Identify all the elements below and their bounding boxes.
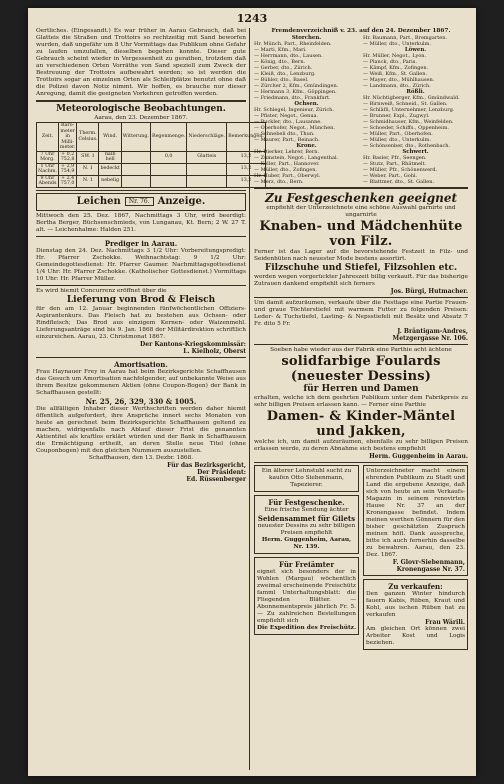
- guest-entry: — Maurer, Part., Reinach.: [254, 137, 320, 143]
- guest-entry: — Landmann, dto., Zürich.: [363, 83, 431, 89]
- guest-entry: — Stutz, Part., Rhätmelt.: [363, 161, 427, 167]
- fest-gifts-intro: empfiehlt der Unterzeichnete eine schöne Auswahl garnirte und ungarnirte: [266, 205, 456, 218]
- guest-entry: — Friedmann, dto., Frankfurt.: [254, 95, 331, 101]
- guest-entry: — Birnweiß, Schneid., St. Gallen.: [363, 101, 448, 107]
- weather-row: [37, 151, 266, 163]
- guest-entry: Hr. Münch, Part., Rheinfelden.: [254, 41, 332, 47]
- amortisation-text: Frau Haynauer Frey in Aarau hat beim Bezirksgerichte Schaffhausen das Gesuch um Amortisation nachfolgender, auf unbekannte Weise aus ihrem Besitze gekommenen Aktien (ohne Coupon-Bogen) der Bank in Schaffhausen gestellt:: [36, 368, 246, 396]
- guest-list-right: [363, 35, 468, 185]
- funeral-notice-header: [36, 193, 246, 211]
- velvet-text-1: Eine frische Sendung ächter: [264, 507, 349, 513]
- funeral-text: Mittwoch den 25. Dez. 1867, Nachmittags 3 Uhr, wird beerdigt: Bertha Berger, Büchsenschmieds, von Lunganau, Kt. Bern; 2 W. 27 T. alt. — Leichenhalme: Halden 251.: [36, 212, 246, 233]
- for-sale-ad: [363, 579, 468, 650]
- weather-cell: 13,2: [227, 163, 266, 175]
- weather-cell: N. 1: [77, 163, 99, 175]
- for-sale-text: Den ganzen Winter hindurch fauern Kabis, Rüben, Kraut und Kohl, aus ischen Rüben hat zu verkaufen: [366, 591, 465, 618]
- amortisation-sig-2: Der Präsident:: [197, 468, 246, 476]
- guest-entry: — Müller, dto., Unterkulm.: [363, 137, 431, 143]
- rule: [254, 462, 468, 463]
- weather-header: Witterung.: [121, 123, 150, 152]
- local-news: Oertliches. (Eingesandt.) Es war früher in Aarau Gebrauch, daß bei Glatteis die Straßen und Trottoirs so rechtzeitig mit Sand beworfen wurden, daß ungefähr um 8 Uhr Vormittags das Publikum ohne Gefahr zu laufen umzufallen, dieselben begehen konnte. Dieser gute Gebrauch scheint wieder in Vergessenheit zu gerathen, trotzdem daß an verschiedenen Orten Vorräthe von Sand speziell zum Zweck der Bestreuung der Trottoirs aufbewahrt werden; so ist werden die Trottoirs sogar an einzelnen Orten als Schleifplätze benutzt ohne daß die Polizei davon Notiz nimmt. Wir hoffen, es brauche nur dieser Anregung, damit die geeigneten Vorkehren getroffen werden.: [36, 28, 246, 97]
- hotel-heading: Rößli.: [406, 89, 425, 95]
- amortisation-sig-3: Ed. Rüssenberger: [186, 475, 246, 483]
- coats-headline: Damen- & Kinder-Mäntel und Jakken,: [266, 409, 456, 439]
- guest-entry: — Kämpf, Kfm., Zofingen.: [363, 65, 429, 71]
- amortisation-title: Amortisation.: [114, 359, 168, 369]
- freischuetz-signature: Die Expedition des Freischütz.: [257, 625, 356, 631]
- for-sale-text-2: Am gleichen Ort können zwei Arbeiter Kost und Logis beziehen.: [366, 626, 465, 646]
- freischuetz-ad: [254, 557, 359, 635]
- guest-entry: — Blattmer, dto., St. Gallen.: [363, 179, 435, 185]
- freischuetz-text: eignet sich besonders der in Wohlen (Margau) wöchentlich zweimal erscheinende Freischütz famml Unterhaltungsblatt: die Fliegenden Blätter. — Abonnementspreis jährlich Fr. 5. — Zu zahlreichen Bestellungen empfiehlt sich: [257, 569, 356, 624]
- weather-cell: bedeckt: [99, 163, 121, 175]
- delivery-signature: L. Kielholz, Oberst: [183, 347, 246, 355]
- weather-title: Meteorologische Beobachtungen.: [56, 104, 226, 114]
- weather-header: Bemerkungen.: [227, 123, 266, 152]
- shop-move-signature: F. Glovr-Siebenmann,: [392, 559, 465, 566]
- guest-entry: — Schmidhauser, Kfm., Weinfelden.: [363, 119, 454, 125]
- rule: [36, 190, 246, 191]
- guest-entry: — Schnebeli dto., Thun.: [254, 131, 315, 137]
- delivery-title: Lieferung von Brod & Fleisch: [66, 294, 216, 305]
- weather-header: Regenmenge.: [150, 123, 186, 152]
- guest-entry: — Müller, dto., Zofingen.: [254, 167, 318, 173]
- guest-list: [254, 35, 468, 185]
- rule: [254, 297, 468, 298]
- weather-cell: [187, 163, 227, 175]
- guest-entry: — Marti, Kfm., Mari.: [254, 47, 307, 53]
- weather-cell: 13,2: [227, 175, 266, 187]
- hotel-heading: Ochsen.: [294, 101, 319, 107]
- guest-entry: — Kleiß, dto., Lenzburg.: [254, 71, 316, 77]
- rule: [254, 344, 468, 345]
- guest-entry: — Hermann 3, Kfm., Göppingen.: [254, 89, 337, 95]
- small-ads-left: [254, 465, 359, 653]
- amortisation-sig-1: Für das Bezirksgericht,: [167, 461, 246, 469]
- guest-entry: Hr. Basler, Pfr., Seengen.: [363, 155, 427, 161]
- guest-entry: — Brunner, Expl., Zugwyl.: [363, 113, 430, 119]
- sermons-title: Prediger in Aarau.: [104, 238, 178, 248]
- weather-cell: + 0,2 752,8: [58, 151, 76, 163]
- guest-entry: — Herrmann, dto., Lausen.: [254, 53, 323, 59]
- rule: [36, 236, 246, 237]
- guest-list-title: Fremdenverzeichniß v. 23. auf den 24. Dezember 1867.: [271, 28, 451, 34]
- guest-entry: — König, dto., Bern.: [254, 59, 306, 65]
- delivery-intro: Es wird hiemit Concurrenz eröffnet über die: [36, 287, 167, 294]
- hats-headline: Knaben- und Mädchenhüte von Filz.: [259, 219, 463, 249]
- guest-entry: Hr. Dierker, Lehrer, Bern.: [254, 149, 320, 155]
- guest-entry: — Müller, Part., Oberhofen.: [363, 131, 433, 137]
- guest-entry: — Müller, Pfr., Schönenwerd.: [363, 167, 438, 173]
- guest-entry: — Müller, dto., Unterkulm.: [363, 41, 431, 47]
- weather-header: Therm. Celsius.: [77, 123, 99, 152]
- hotel-heading: Storchen.: [291, 35, 322, 41]
- hotel-heading: Schwert.: [402, 149, 429, 155]
- guest-entry: — Schoeder, Schiffs., Oppenheim.: [363, 125, 449, 131]
- delivery-signature-role: Der Kantons-Kriegskommissär:: [140, 340, 246, 348]
- funeral-label: Leichen: [76, 196, 121, 207]
- weather-cell: N. 1: [77, 175, 99, 187]
- guggenheim-signature: Herm. Guggenheim in Aarau.: [369, 453, 468, 460]
- weather-cell: 9 Uhr Abends: [38, 175, 57, 186]
- weather-cell: [150, 175, 186, 187]
- weather-cell: [150, 163, 186, 175]
- hotel-heading: Löwen.: [404, 47, 427, 53]
- weather-cell: [121, 175, 150, 187]
- amortisation-place: Schaffhausen, den 13. Dezbr. 1868.: [88, 454, 194, 461]
- rule: [36, 100, 246, 102]
- weather-header: Baro-meter in Milli-meter.: [59, 123, 76, 150]
- amortisation-numbers: Nr. 25, 26, 329, 330 & 1005.: [85, 396, 197, 406]
- shoes-text: werden wegen vorgerückter Jahreszeit billig verkauft. Für das bisherige Zutrauen dankend empfiehlt sich ferners: [254, 274, 468, 287]
- weather-cell: 0,0: [150, 151, 186, 163]
- left-column: [36, 28, 264, 770]
- weather-cell: SW. 1: [77, 151, 99, 163]
- weather-date: Aarau, den 23. Dezember 1867.: [94, 115, 188, 121]
- guest-entry: Hr. Müller, Negot., Lyon.: [363, 53, 427, 59]
- guest-list-left: [254, 35, 359, 185]
- guest-entry: Hr. Baumann, Part., Bremgarten.: [363, 35, 447, 41]
- guest-entry: — Planck, dto., Paris.: [363, 59, 417, 65]
- small-ads-right: [363, 465, 468, 653]
- velvet-ad: [254, 495, 359, 554]
- fest-gifts-title: Zu Festgeschenken geeignet: [265, 191, 457, 205]
- guest-entry: — Pfister, Negot., Genua.: [254, 113, 319, 119]
- velvet-headline: Seidensammet für Gilets: [257, 514, 356, 523]
- page-number: 1243: [236, 12, 268, 25]
- hats-text: Ferner ist das Lager auf die bevorstehende Festzeit in Filz- und Seidenhüten nach neuester Mode bestens assortirt.: [254, 249, 468, 262]
- guest-entry: — Schönsenber, dto., Rothenbach.: [363, 143, 451, 149]
- guest-entry: — Oberhofer, Negot., München.: [254, 125, 335, 131]
- newspaper-page: [28, 8, 476, 776]
- shop-move-ad: [363, 465, 468, 576]
- guest-entry: Hr. Schlegel, Ingenieur, Zürich.: [254, 107, 334, 113]
- funeral-number: Nr. 76.: [125, 197, 154, 206]
- guest-entry: — Weiß, Kfm., St. Gallen.: [363, 71, 428, 77]
- weather-cell: 1 Uhr Nachm.: [38, 163, 57, 174]
- weather-header: Zeit.: [37, 123, 59, 152]
- guest-entry: — Buckler, dto., Lausanne.: [254, 119, 322, 125]
- guest-entry: — Gerber, dto., Zürich.: [254, 65, 313, 71]
- coats-text: welche ich, um damit aufzuräumen, ebenfalls zu sehr billigen Preisen erlassen werde, zu deren Abnahme sich bestens empfiehlt: [254, 439, 468, 452]
- guest-entry: — Zürcher 2, Kfm., Gmündingen.: [254, 83, 339, 89]
- weather-cell: [121, 163, 150, 175]
- guest-entry: Hr. Nüchtigberger, Kfm., Gmündwald.: [363, 95, 460, 101]
- weather-cell: + 2,9 754,9: [58, 163, 76, 175]
- weather-header: Niederschläge.: [187, 123, 227, 152]
- rule: [36, 357, 246, 358]
- weather-header-row: [37, 123, 266, 152]
- foulards-text: erhalten, welche ich dem geehrten Publikum unter dem Fabrikpreis zu sehr billigen Preisen erlassen kann. — Ferner eine Parthie: [254, 395, 468, 408]
- for-sale-title: Zu verkaufen:: [388, 582, 443, 591]
- sermons-text: Dienstag den 24. Dez. Nachmittags 3 1/2 Uhr: Vorbereitungspredigt: Hr. Pfarrer Zschokke. Weihnachtstag: 9 1/2 Uhr: Gemeindegottesdienst: Hr. Pfarrer Gaumer. Nachmittagsgottesdienst 1/4 Uhr: Hr. Pfarrer Zschokke. (Katholischer Gottesdienst.) Vormittags 10 Uhr: Hr. Pfarrer Müller.: [36, 247, 246, 282]
- right-column: [254, 28, 468, 770]
- weather-row: [37, 175, 266, 187]
- boots-address: Metzgergasse Nr. 106.: [392, 335, 468, 342]
- velvet-text-2: neuester Dessins zu sehr billigen Preisen empfiehlt: [257, 523, 356, 536]
- rule: [36, 285, 246, 286]
- boots-signature: J. Bräntigam-Andres,: [397, 328, 468, 335]
- armchair-ad: [254, 465, 359, 492]
- guest-entry: — Mayer, dto., Mühlhausen.: [363, 77, 435, 83]
- weather-cell: nebelig: [99, 175, 121, 187]
- shoes-headline: Filzschuhe und Stiefel, Filzsohlen etc.: [264, 263, 458, 273]
- velvet-signature: Herm. Guggenheim, Aarau, Nr. 139.: [261, 537, 352, 550]
- shop-move-text: Unterzeichneter macht einem ehrenden Publikum zu Stadt und Land die ergebene Anzeige, daß sich von heute an sein Verkaufs-Magazin in seinem renovirten Hause Nr. 37 an der Kronengasse befindet. Indem meinen werthen Gönnern für den bisher geschätzten Zuspruch meinen höfl. Dank ausspreche, bitte ich auch fernerhin dasselbe zu bewahren. Aarau, den 23. Dez. 1867.: [366, 468, 465, 558]
- guest-entry: — Bühler, dto., Basel.: [254, 77, 309, 83]
- guest-entry: Hr. Huber, Part., Oberwyl.: [254, 173, 321, 179]
- freischuetz-title: Für Freiämter: [278, 560, 335, 569]
- funeral-title: Anzeige.: [157, 196, 206, 207]
- foulards-subheadline: für Herren und Damen: [303, 384, 419, 394]
- weather-cell: halb hell: [99, 151, 121, 163]
- amortisation-text-2: Die allfälligen Inhaber dieser Werthschriften werden daher hiemit öffentlich aufgefordert, ihre Ansprüche innert sechs Monaten von heute an gerechnet beim Bezirksgerichte Schaffhausen geltend zu machen, widrigenfalls nach Ablauf dieser Frist die genannten Aktientitel als kraftlos erklärt würden und der Bank in Schaffhausen die Ermächtigung ertheilt, an deren Stelle neue Titel (ohne Couponbogen) mit den gleichen Nummern auszustellen.: [36, 405, 246, 454]
- hatmaker-signature: Jos. Bürgi, Hutmacher.: [390, 288, 468, 295]
- boots-text: Um damit aufzuräumen, verkaufe über die Festtage eine Partie Frauen- und graue Töchterstiefel mit warmem Futter zu folgenden Preisen: Leder- & Tuchstiefel, Lasting- & Nepsstiefeli mit Besätz und Absatz 7 Fr. dito 5 Fr.: [254, 300, 468, 327]
- weather-row: [37, 163, 266, 175]
- shop-move-address: Kronengasse Nr. 37.: [396, 566, 465, 573]
- rule: [254, 187, 468, 189]
- weather-cell: + 2,4 757,0: [58, 175, 76, 187]
- weather-cell: Glatteis: [187, 151, 227, 163]
- foulards-intro: Soeben habe wieder aus der Fabrik eine Parthie acht ächtene: [270, 347, 452, 353]
- armchair-text: Ein älterer Lehnstuhl sucht zu kaufen Otto Siebenmann, Tapezierer.: [261, 468, 352, 488]
- weather-cell: [187, 175, 227, 187]
- weather-cell: 13,2: [227, 151, 266, 163]
- guest-entry: — Schläfli, Unternehmer, Lenzburg.: [363, 107, 455, 113]
- weather-header: Wind.: [99, 123, 121, 152]
- velvet-title: Für Festgeschenke.: [268, 498, 345, 507]
- foulards-headline: solidfarbige Foulards (neuester Dessins): [281, 354, 441, 384]
- guest-entry: — Merz, dto., Bern.: [254, 179, 304, 185]
- weather-cell: [121, 151, 150, 163]
- small-ads: [254, 465, 468, 653]
- hotel-heading: Krone.: [296, 143, 317, 149]
- guest-entry: — Zumstein, Negot., Langenthal.: [254, 155, 339, 161]
- weather-table: [36, 122, 266, 188]
- weather-cell: 7 Uhr Morg.: [37, 151, 59, 163]
- guest-entry: — Weber, Part., Gohl.: [363, 173, 418, 179]
- guest-entry: — Keller, Part., Hannover.: [254, 161, 320, 167]
- for-sale-signature: Frau Wärili.: [425, 619, 465, 626]
- delivery-text: für den am 12. Januar beginnenden fünfwöchentlichen Offiziers-Aspirantenkurs. Das Fleisch hat zu bestehen aus Ochsen- oder Rindfleisch; Das Brod aus einzigem Kernen- oder Waizenmehl. Lieferungsanträge sind bis 9. Jan. 1868 der Militärdirektion schriftlich einzureichen. Aarau, 23. Christmonat 1867.: [36, 305, 246, 340]
